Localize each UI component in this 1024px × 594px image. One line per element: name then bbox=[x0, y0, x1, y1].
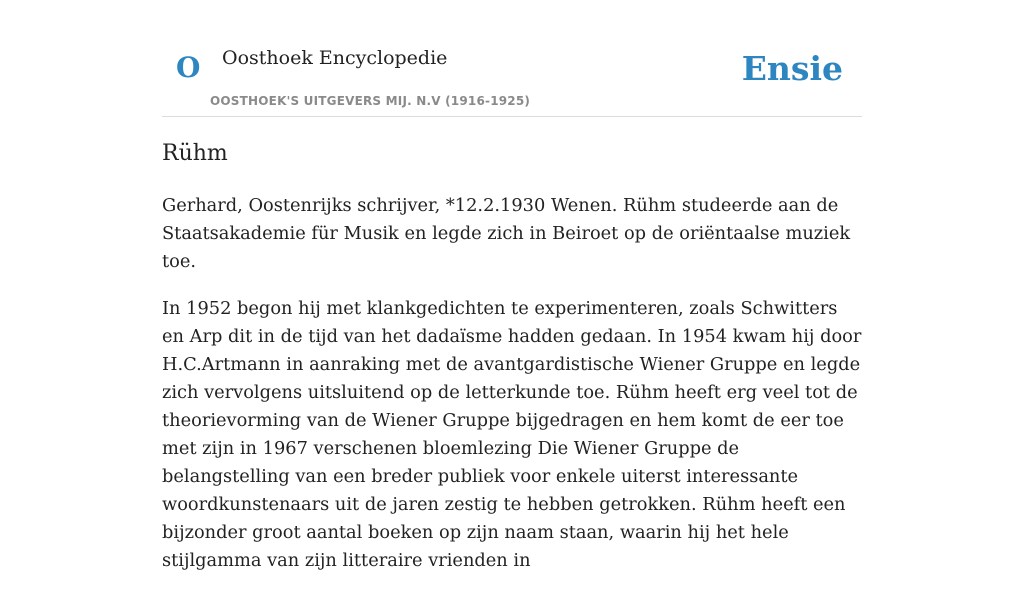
publisher-subtitle: OOSTHOEK'S UITGEVERS MIJ. N.V (1916-1925) bbox=[210, 94, 531, 108]
entry-paragraph: In 1952 begon hij met klankgedichten te experimenteren, zoals Schwitters en Arp dit in de tijd van het dadaïsme hadden gedaan. In 1954 kwam hij door H.C.Artmann in aanraking met de avantgardistische Wiener Gruppe en legde zich vervolgens uitsluitend op de letterkunde toe. Rühm heeft erg veel tot de theorievorming van de Wiener Gruppe bijgedragen en hem komt de eer toe met zijn in 1967 verschenen bloemlezing Die Wiener Gruppe de belangstelling van een breder publiek voor enkele uiterst interessante woordkunstenaars uit de jaren zestig te hebben getrokken. Rühm heeft een bijzonder groot aantal boeken op zijn naam staan, waarin hij het hele stijlgamma van zijn litteraire vrienden in bbox=[162, 298, 862, 571]
entry-paragraph: Gerhard, Oostenrijks schrijver, *12.2.1930 Wenen. Rühm studeerde aan de Staatsakademie für Musik en legde zich in Beiroet op de oriëntaalse muziek toe. bbox=[162, 195, 851, 272]
site-header bbox=[162, 0, 862, 117]
content-container bbox=[162, 0, 862, 571]
site-logo[interactable]: O bbox=[176, 51, 201, 84]
entry-title: Rühm bbox=[162, 141, 228, 166]
ensie-brand-link[interactable]: Ensie bbox=[741, 49, 843, 88]
site-title-link[interactable]: Oosthoek Encyclopedie bbox=[222, 47, 448, 69]
entry-body bbox=[162, 192, 862, 594]
